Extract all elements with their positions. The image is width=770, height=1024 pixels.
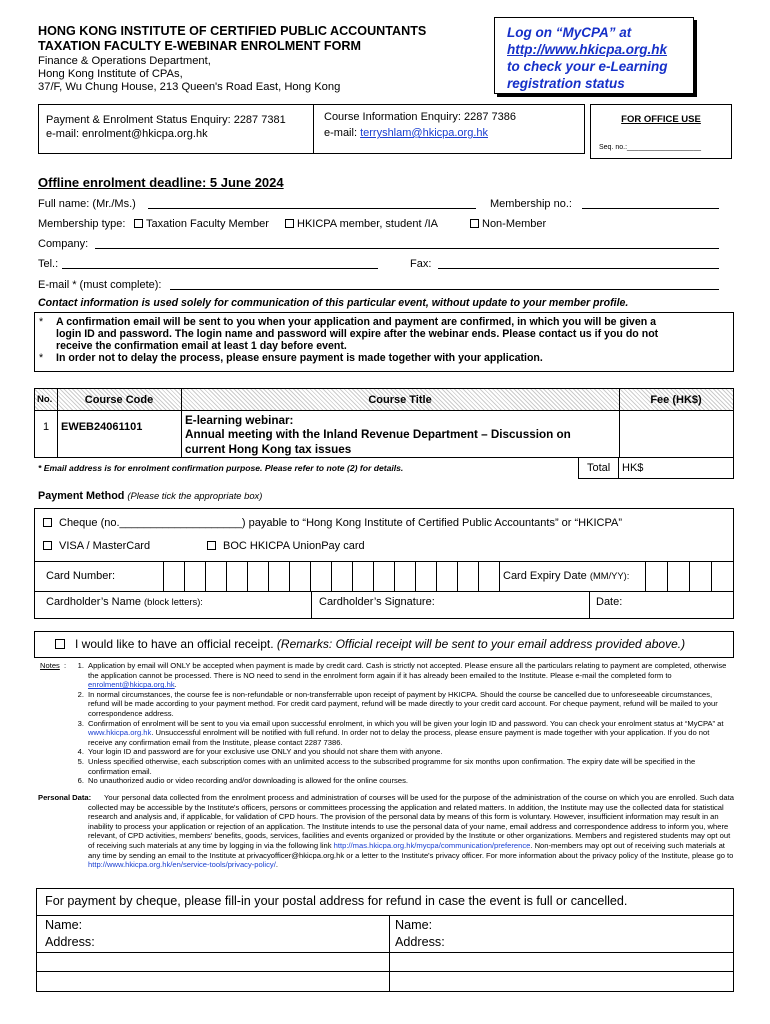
note-text: . <box>174 680 177 690</box>
email-footnote: * Email address is for enrolment confirmation purpose. Please refer to note (2) for details. <box>38 463 404 473</box>
tel-input[interactable] <box>62 268 378 269</box>
header-no: No. <box>37 394 53 405</box>
membership-no-input[interactable] <box>582 208 719 209</box>
personal-data-body: . Non-members may opt out of receiving such materials at any time by sending an email to the Institute at privacyofficer@hkicpa.org.hk or a letter to the Institute's privacy officer. For more information about the privacy policy of the Institute, please go to <box>88 840 734 860</box>
checkbox[interactable] <box>285 219 294 228</box>
course-title-line: Annual meeting with the Inland Revenue Department – Discussion on <box>185 428 571 442</box>
refund-left-fields[interactable] <box>45 917 95 951</box>
total-label: Total <box>587 462 611 474</box>
personal-data-body: . <box>275 860 278 870</box>
office-use-box <box>590 104 732 159</box>
total-amount-field[interactable] <box>618 457 734 479</box>
notice-text: In order not to delay the process, please ensure payment is made together with your application. <box>56 352 543 365</box>
note-number: 4. <box>77 747 84 757</box>
note-item <box>74 747 734 757</box>
refund-address-box <box>36 888 734 992</box>
receipt-label: I would like to have an official receipt. <box>75 637 274 651</box>
refund-address-label: Address: <box>395 935 445 949</box>
payment-box <box>34 508 734 619</box>
course-enquiry-box <box>313 104 585 154</box>
notes-label <box>40 661 60 671</box>
company-input[interactable] <box>95 248 719 249</box>
note-text: . Unsuccessful enrolment will be notified with full refund. In order not to delay the process, please ensure payment is made together with your application. If you do not receive any confirmation email from the Institute, please contact 2287 7386. <box>88 728 710 747</box>
note-item <box>74 719 734 748</box>
header-fee: Fee (HK$) <box>650 394 702 406</box>
hkicpa-link[interactable]: http://www.hkicpa.org.hk <box>507 42 668 57</box>
unionpay-option[interactable] <box>207 540 365 552</box>
note-number: 1. <box>77 661 84 670</box>
email-prefix: e-mail: <box>324 127 361 139</box>
personal-data-body: Your personal data collected from the enrolment process and administration of courses will be used for the purpose of the administration of the course on which you are enrolled. Such data collected may be accessible by the Institute's officers, persons or committees processing the application and related matters. In addition, the Institute may use the collected data for statistical research and analysis and, if applicable, for validation of CPD hours. The provision of the personal data by means of this form is voluntary. However, insufficient information may result in an inability to process your application or rejection of an application. The Institute intends to use the personal data of your name, email address and correspondence address to inform you, where relevant, of CPD activities, members' benefits, goods, services, facilities and events organized or provided by the Institute or other organizations. Members and registered students may opt out of receiving such materials at any time by logging in via the following link <box>88 793 734 850</box>
checkbox[interactable] <box>134 219 143 228</box>
header-course-code: Course Code <box>84 394 154 406</box>
checkbox[interactable] <box>43 541 52 550</box>
office-use-title: FOR OFFICE USE <box>621 114 701 125</box>
cardholder-name-note: (block letters): <box>144 596 203 607</box>
notice-text: login ID and password. The login name and password will expire after the webinar ends. Please contact us if you do not <box>56 327 659 340</box>
row-no: 1 <box>42 421 50 433</box>
personal-data-text <box>88 793 734 870</box>
login-box-line: to check your e-Learning <box>507 59 668 74</box>
course-title-line: E-learning webinar: <box>185 414 294 427</box>
note-text: Your login ID and password are for your exclusive use ONLY and you should not share them with anyone. <box>88 747 443 757</box>
receipt-box <box>34 631 734 658</box>
email-input[interactable] <box>170 289 719 290</box>
seq-no-field: Seq. no.:___________________ <box>599 144 701 151</box>
cardholder-name-field[interactable] <box>46 596 203 608</box>
form-name: TAXATION FACULTY E-WEBINAR ENROLMENT FORM <box>38 39 361 53</box>
course-title-line: current Hong Kong tax issues <box>185 442 352 456</box>
row-course-title <box>185 414 571 457</box>
checkbox[interactable] <box>470 219 479 228</box>
form-title <box>38 24 426 54</box>
course-table <box>34 388 734 458</box>
card-number-boxes[interactable] <box>163 561 500 591</box>
note-item <box>74 776 734 786</box>
full-name-input[interactable] <box>148 208 476 209</box>
visa-label: VISA / MasterCard <box>59 540 151 552</box>
option-label: HKICPA member, student /IA <box>297 218 439 230</box>
cardholder-name-label: Cardholder’s Name <box>46 596 141 608</box>
notes-label-text: Notes <box>40 661 60 670</box>
option-hkicpa-student[interactable] <box>285 218 438 230</box>
email-label: E-mail * (must complete): <box>38 279 162 291</box>
cheque-option[interactable] <box>43 517 622 529</box>
checkbox[interactable] <box>43 518 52 527</box>
confirmation-notice-box: * A confirmation email will be sent to you when your application and payment are confirmed, in which you will be given a login ID and password. The login name and password will expire after the webinar ends. Please contact us if you do not receive the confirmation email at least 1 day before event. * In order not to delay the process, please ensure payment is made together with your application. <box>34 312 734 372</box>
total-label-cell <box>578 457 619 479</box>
fax-label: Fax: <box>410 258 432 270</box>
note-number: 5. <box>77 756 84 766</box>
notes-list <box>74 661 734 786</box>
full-name-label: Full name: (Mr./Ms.) <box>38 198 136 210</box>
total-currency: HK$ <box>622 462 644 474</box>
note-text: In normal circumstances, the course fee is non-refundable or non-transferrable upon receipt of payment by HKICPA. Should the course be cancelled due to unforeseeable circumstances, refund will be made according to your payment method. For credit card payment, refund will be made directly to your credit card account. For cheque payment, refund will be mailed to your correspondence address. <box>88 689 718 718</box>
institute-name: HONG KONG INSTITUTE OF CERTIFIED PUBLIC ACCOUNTANTS <box>38 24 427 38</box>
membership-type-row <box>38 218 125 230</box>
notice-text: receive the confirmation email at least 1 day before event. <box>56 339 347 352</box>
membership-type-label: Membership type: <box>38 218 126 230</box>
refund-right-fields[interactable] <box>395 917 445 951</box>
note-item <box>74 690 734 719</box>
date-field[interactable]: Date: <box>596 596 623 608</box>
privacy-policy-link[interactable]: http://www.hkicpa.org.hk/en/service-tools/privacy-policy/ <box>88 860 276 870</box>
login-box-line: Log on “MyCPA” at <box>507 25 632 40</box>
membership-no-label: Membership no.: <box>490 198 572 210</box>
login-box-line: registration status <box>507 76 625 91</box>
payment-enquiry-phone: Payment & Enrolment Status Enquiry: 2287 7381 <box>46 114 286 126</box>
department-address <box>38 55 340 94</box>
option-non-member[interactable] <box>470 218 546 230</box>
checkbox[interactable] <box>55 639 65 649</box>
receipt-remark: (Remarks: Official receipt will be sent to your email address provided above.) <box>276 637 686 651</box>
mycpa-login-box <box>494 17 694 94</box>
personal-data-label: Personal Data: <box>38 793 92 802</box>
address-line: Hong Kong Institute of CPAs, <box>38 68 183 80</box>
visa-option[interactable] <box>43 540 150 552</box>
payment-enquiry-email: e-mail: enrolment@hkicpa.org.hk <box>46 128 208 140</box>
payment-enquiry-box <box>38 104 314 154</box>
note-number: 3. <box>77 718 84 728</box>
receipt-option[interactable] <box>55 637 685 651</box>
enrolment-email-link[interactable]: enrolment@hkicpa.org.hk <box>88 680 175 690</box>
note-item <box>74 661 734 690</box>
hkicpa-website-link[interactable]: www.hkicpa.org.hk <box>88 728 152 738</box>
option-label: Non-Member <box>482 218 547 230</box>
note-text: Unless specified otherwise, each subscription comes with an unlimited access to the subscribed programme for six months upon confirmation. The expiry date will be specified in the confirmation email. <box>88 756 696 776</box>
note-text: Application by email will ONLY be accepted when payment is made by credit card. Cash is strictly not accepted. Please ensure all the particulars relating to payment are completed, otherwise the application cannot be processed. There is NO need to send in the enrolment form again if it has already been emailed to the Institute. Please e-mail the completed form to <box>88 661 727 680</box>
opt-out-link[interactable]: http://mas.hkicpa.org.hk/mycpa/communication/preference <box>333 840 531 850</box>
cheque-label: Cheque (no.____________________) payable to “Hong Kong Institute of Certified Public Accountants” or “HKICPA” <box>59 517 622 529</box>
unionpay-label: BOC HKICPA UnionPay card <box>223 540 365 552</box>
payment-method-heading <box>38 490 262 502</box>
card-expiry-text: Card Expiry Date <box>503 570 587 582</box>
tel-label: Tel.: <box>38 258 59 270</box>
payment-method-title: Payment Method <box>38 490 125 502</box>
note-text: No unauthorized audio or video recording and/or downloading is allowed for the online courses. <box>88 776 408 786</box>
notice-text: A confirmation email will be sent to you when your application and payment are confirmed, in which you will be given a <box>56 316 657 328</box>
note-text: Confirmation of enrolment will be sent to you via email upon successful enrolment, in which you will be given your login ID and password. You can check your enrolment status at “MyCPA” at <box>88 718 724 728</box>
personal-data-label-text: Personal Data <box>38 793 89 802</box>
card-expiry-format: (MM/YY): <box>589 570 630 581</box>
note-item <box>74 757 734 776</box>
header-course-title: Course Title <box>368 394 432 406</box>
refund-box-title: For payment by cheque, please fill-in your postal address for refund in case the event is full or cancelled. <box>45 894 628 908</box>
option-label: Taxation Faculty Member <box>146 218 269 230</box>
fax-input[interactable] <box>438 268 719 269</box>
address-line: 37/F, Wu Chung House, 213 Queen's Road East, Hong Kong <box>38 81 341 93</box>
refund-address-label: Address: <box>45 935 95 949</box>
option-taxation-member[interactable] <box>134 218 269 230</box>
cardholder-signature-field[interactable]: Cardholder’s Signature: <box>319 596 435 608</box>
address-line: Finance & Operations Department, <box>38 55 211 67</box>
refund-name-label: Name: <box>395 918 433 932</box>
note-number: 2. <box>77 689 84 699</box>
payment-method-subtitle: (Please tick the appropriate box) <box>127 490 263 501</box>
checkbox[interactable] <box>207 541 216 550</box>
enrolment-deadline: Offline enrolment deadline: 5 June 2024 <box>38 175 284 190</box>
card-expiry-boxes[interactable] <box>645 561 733 591</box>
note-number: 6. <box>77 776 84 786</box>
company-label: Company: <box>38 238 89 250</box>
card-expiry-label <box>503 570 629 582</box>
refund-name-label: Name: <box>45 918 83 932</box>
card-number-label: Card Number: <box>46 570 116 582</box>
row-course-code: EWEB24061101 <box>61 421 143 433</box>
course-enquiry-phone: Course Information Enquiry: 2287 7386 <box>324 111 517 123</box>
contact-notice: Contact information is used solely for communication of this particular event, without update to your member profile. <box>38 297 629 309</box>
course-enquiry-email-link[interactable]: terryshlam@hkicpa.org.hk <box>360 127 488 139</box>
